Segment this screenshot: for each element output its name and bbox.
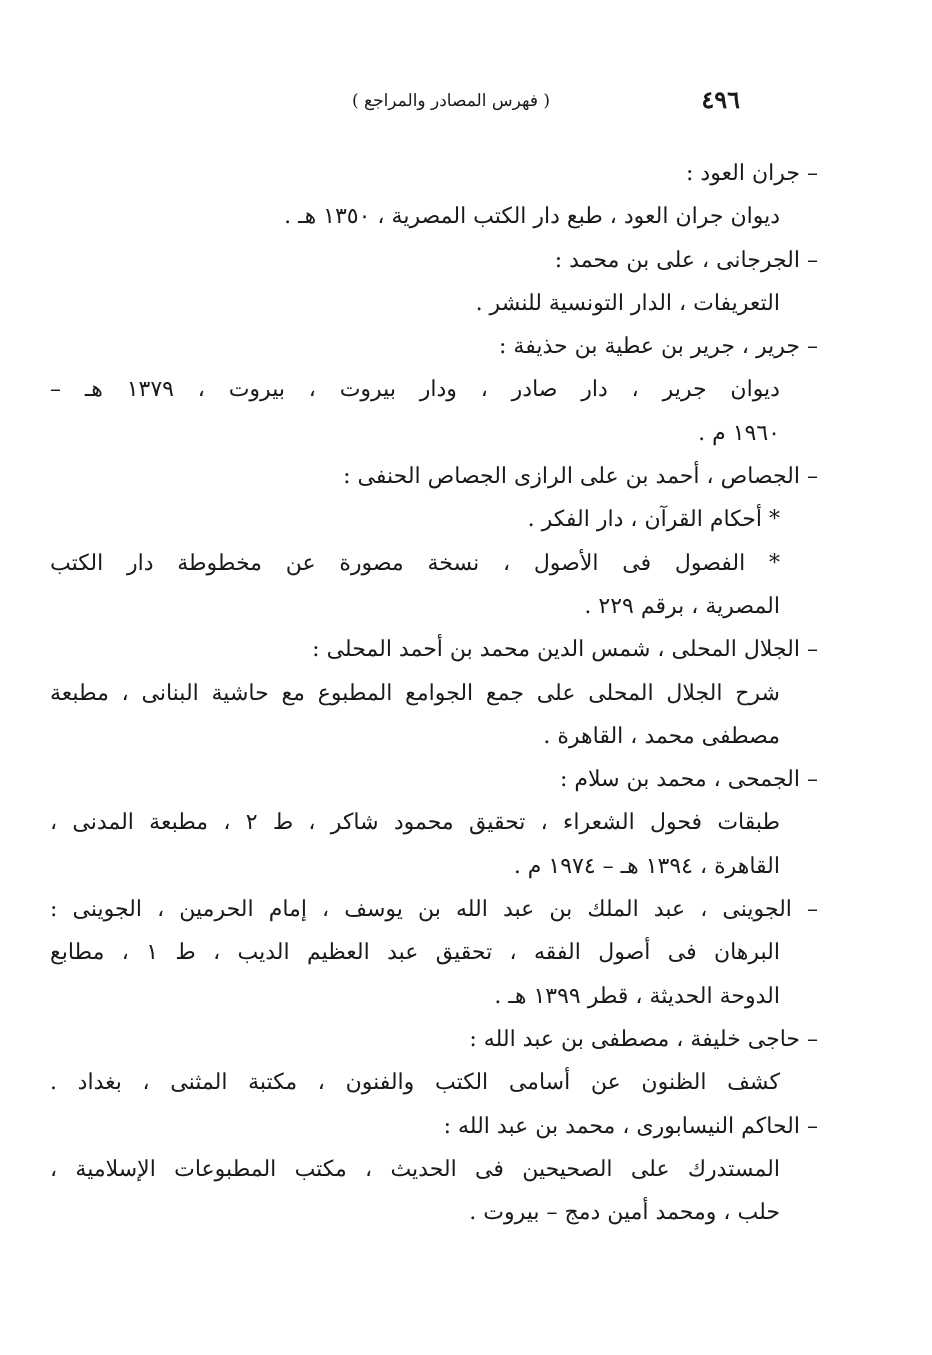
work-entry: * الفصول فى الأصول ، نسخة مصورة عن مخطوطة دار الكتب [50, 550, 780, 576]
work-entry-continuation: مصطفى محمد ، القاهرة . [543, 723, 780, 749]
work-entry: المستدرك على الصحيحين فى الحديث ، مكتب المطبوعات الإسلامية ، [50, 1156, 780, 1182]
work-entry-continuation: المصرية ، برقم ٢٢٩ . [584, 593, 780, 619]
author-entry-mahalli: – الجلال المحلى ، شمس الدين محمد بن أحمد المحلى : [312, 637, 818, 663]
work-entry-continuation: القاهرة ، ١٣٩٤ هـ – ١٩٧٤ م . [513, 853, 780, 879]
author-entry-jumahi: – الجمحى ، محمد بن سلام : [559, 767, 818, 793]
work-entry: شرح الجلال المحلى على جمع الجوامع المطبوع مع حاشية البنانى ، مطبعة [50, 680, 780, 706]
bibliography-list [50, 152, 818, 1234]
author-entry-hakim: – الحاكم النيسابورى ، محمد بن عبد الله : [443, 1113, 818, 1139]
author-entry-jiran: – جران العود : [686, 161, 818, 186]
work-entry: ديوان جرير ، دار صادر ، ودار بيروت ، بيروت ، ١٣٧٩ هـ – [50, 377, 780, 403]
author-entry-jurjani: – الجرجانى ، على بن محمد : [554, 247, 818, 273]
work-entry: كشف الظنون عن أسامى الكتب والفنون ، مكتبة المثنى ، بغداد . [50, 1070, 780, 1096]
work-entry: ديوان جران العود ، طبع دار الكتب المصرية ، ١٣٥٠ هـ . [284, 204, 780, 230]
work-entry: * أحكام القرآن ، دار الفكر . [527, 507, 780, 533]
work-entry: البرهان فى أصول الفقه ، تحقيق عبد العظيم الديب ، ط ١ ، مطابع [50, 940, 780, 966]
author-entry-jarir: – جرير ، جرير بن عطية بن حذيفة : [499, 334, 818, 360]
page-header [110, 82, 740, 118]
work-entry: طبقات فحول الشعراء ، تحقيق محمود شاكر ، ط ٢ ، مطبعة المدنى ، [50, 810, 781, 836]
work-entry-continuation: ١٩٦٠ م . [698, 420, 780, 446]
page-number: ٤٩٦ [701, 85, 740, 114]
work-entry: التعريفات ، الدار التونسية للنشر . [475, 290, 780, 316]
author-entry-jassas: – الجصاص ، أحمد بن على الرازى الجصاص الحنفى : [343, 464, 818, 490]
author-entry-juwayni: – الجوينى ، عبد الملك بن عبد الله بن يوسف ، إمام الحرمين ، الجوينى : [50, 897, 818, 923]
running-title: ( فهرس المصادر والمراجع ) [351, 91, 550, 111]
work-entry-continuation: حلب ، ومحمد أمين دمج – بيروت . [469, 1200, 780, 1226]
work-entry-continuation: الدوحة الحديثة ، قطر ١٣٩٩ هـ . [494, 983, 780, 1009]
author-entry-haji-khalifa: – حاجى خليفة ، مصطفى بن عبد الله : [469, 1026, 818, 1052]
